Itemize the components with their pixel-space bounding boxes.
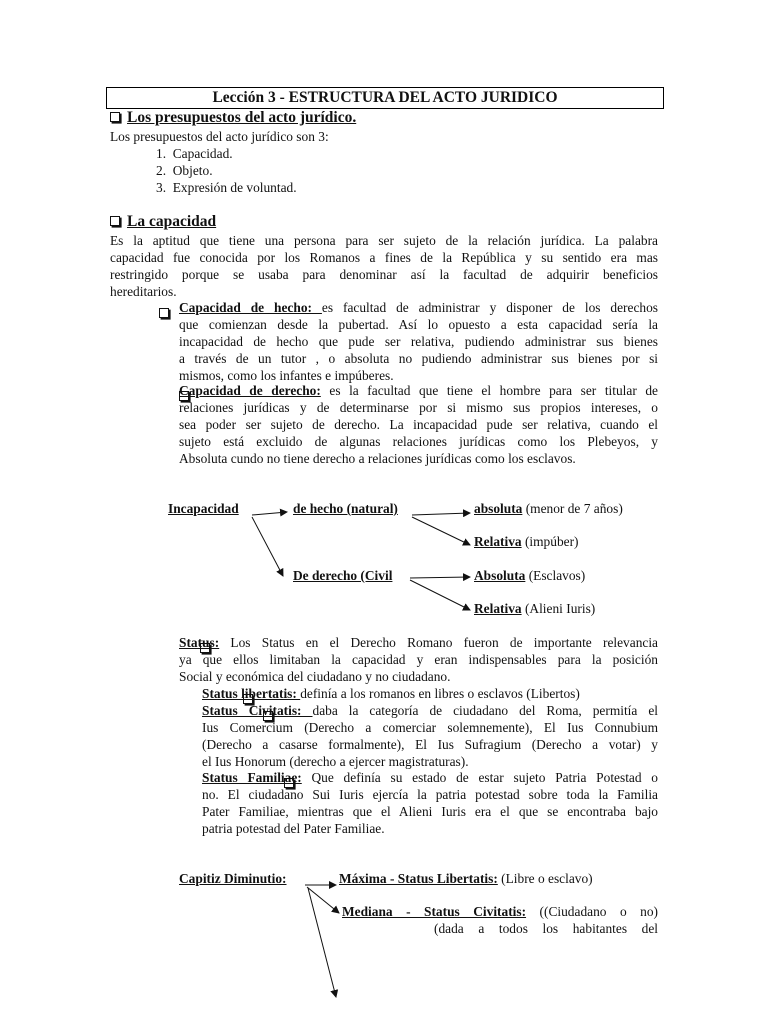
capacidad-hecho-line: a través de un tutor , o absoluta no pudiendo administrar sus bienes por si (179, 351, 658, 366)
capacidad-hecho-line: que comienzan desde la pubertad. Así lo opuesto a esta capacidad sería la (179, 317, 658, 332)
arrow-derecho-absoluta (410, 577, 470, 578)
status-familiae-line: patria potestad del Pater Familiae. (202, 821, 385, 836)
status-civitatis-line: Ius Comercium (Derecho a comerciar solemnemente), El Ius Connubium (202, 720, 658, 735)
arrow-incapacidad-hecho (252, 512, 287, 515)
diagram-de-derecho: De derecho (Civil (293, 568, 393, 583)
capacidad-derecho-line: sea poder ser sujeto de derecho. La incapacidad pude ser relativa, cuando el (179, 417, 658, 432)
diagram-maxima: Máxima - Status Libertatis: (Libre o esclavo) (339, 871, 593, 886)
diagram-incapacidad-root: Incapacidad (168, 501, 239, 516)
arrow-incapacidad-derecho (252, 517, 283, 576)
status-familiae-line: Pater Familiae, mientras que el Alieni Iuris era el que se encontraba bajo (202, 804, 658, 819)
arrow-capitiz-minima (308, 888, 336, 997)
diagram-mediana: Mediana - Status Civitatis: ((Ciudadano o no) (342, 904, 658, 919)
arrow-capitiz-mediana (307, 887, 339, 913)
capacidad-para-line: capacidad fue conocida por los Romanos a fines de la República y su sentido era mas (110, 250, 658, 265)
list-item-2: 2. Objeto. (156, 163, 213, 178)
presupuestos-intro: Los presupuestos del acto jurídico son 3: (110, 129, 329, 144)
capacidad-hecho-line: incapacidad de hecho que pude ser relativa, pudiendo administrar sus bienes (179, 334, 658, 349)
status-familiae-line: no. El ciudadano Sui Iuris ejercía la patria potestad sobre toda la Familia (202, 787, 658, 802)
list-item-1: 1. Capacidad. (156, 146, 233, 161)
capacidad-hecho-line: mismos, como los infantes e impúberes. (179, 368, 394, 383)
status-libertatis: Status libertatis: definía a los romanos en libres o esclavos (Libertos) (202, 686, 580, 701)
status-line: Status: Los Status en el Derecho Romano fueron de importante relevancia (179, 635, 658, 650)
capacidad-derecho-line: Capacidad de derecho: es la facultad que tiene el hombre para ser titular de (179, 383, 658, 398)
capacidad-derecho-line: sujeto está excluido de algunas relaciones jurídicas como los Plebeyos, y (179, 434, 658, 449)
arrow-hecho-relativa (412, 517, 470, 545)
section-heading-capacidad: La capacidad (110, 214, 216, 231)
diagram-relativa-hecho: Relativa (impúber) (474, 534, 579, 549)
diagram-de-hecho: de hecho (natural) (293, 501, 398, 516)
diagram-relativa-derecho: Relativa (Alieni Iuris) (474, 601, 596, 616)
arrow-derecho-relativa (410, 580, 470, 610)
diagram-mediana-line2: (dada a todos los habitantes del (434, 921, 658, 936)
capacidad-para-line: restringido porque se usaba para denominar así la facultad de adquirir beneficios (110, 267, 658, 282)
diagram-absoluta-hecho: absoluta (menor de 7 años) (474, 501, 623, 516)
status-familiae-line: Status Familiae: Que definía su estado de estar sujeto Patria Potestad o (202, 770, 659, 785)
capacidad-derecho-line: relaciones jurídicas y de determinarse por si mismo sus propios intereses, o (179, 400, 658, 415)
capacidad-para-line: Es la aptitud que tiene una persona para ser sujeto de la relación jurídica. La palabra (110, 233, 658, 248)
section-heading-presupuestos: Los presupuestos del acto jurídico. (110, 110, 356, 127)
arrow-hecho-absoluta (412, 513, 470, 515)
list-item-3: 3. Expresión de voluntad. (156, 180, 297, 195)
status-civitatis-line: el Ius Honorum (derecho a ejercer magistraturas). (202, 754, 469, 769)
status-line: ya que ellos limitaban la capacidad y eran indispensables para la posición (179, 652, 658, 667)
capacidad-hecho-line: Capacidad de hecho: es facultad de administrar y disponer de los derechos (179, 300, 659, 315)
status-civitatis-line: (Derecho a casarse formalmente), El Ius Sufragium (Derecho a votar) y (202, 737, 658, 752)
diagram-absoluta-derecho: Absoluta (Esclavos) (474, 568, 586, 583)
capacidad-para-line: hereditarios. (110, 284, 177, 299)
status-line: Social y económica del ciudadano y no ciudadano. (179, 669, 451, 684)
status-civitatis-line: Status Civitatis: daba la categoría de ciudadano del Roma, permitía el (202, 703, 658, 718)
page-title: Lección 3 - ESTRUCTURA DEL ACTO JURIDICO (106, 87, 664, 109)
diagram-capitiz-root: Capitiz Diminutio: (179, 871, 287, 886)
capacidad-derecho-line: Absoluta cundo no tiene derecho a relaciones jurídicas como los esclavos. (179, 451, 576, 466)
